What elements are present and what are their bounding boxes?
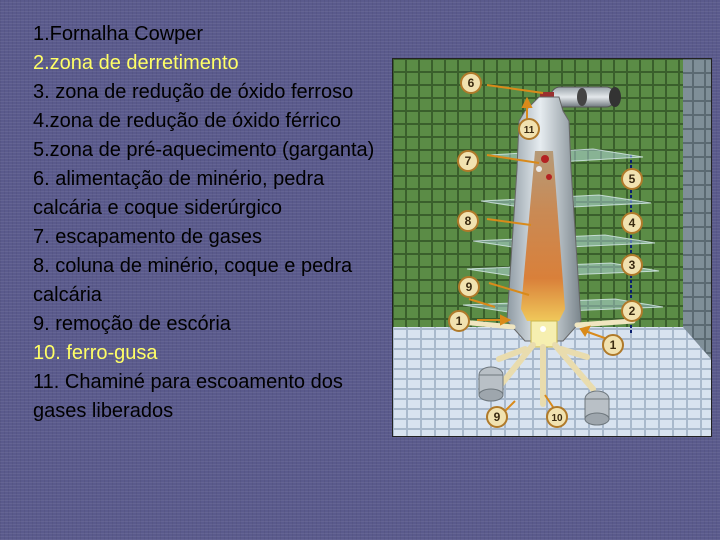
marker-label: 9 bbox=[465, 280, 473, 294]
legend-item-10: 10. ferro-gusa bbox=[33, 342, 158, 364]
marker-label: 1 bbox=[455, 314, 463, 328]
legend-item-4: 4.zona de redução de óxido férrico bbox=[33, 110, 341, 132]
marker-label: 3 bbox=[628, 258, 636, 272]
marker-label: 10 bbox=[551, 413, 563, 424]
legend-item-6: 6. alimentação de minério, pedra calcária e coque siderúrgico bbox=[33, 168, 325, 219]
marker-6 bbox=[461, 73, 481, 93]
legend-item-2: 2.zona de derretimento bbox=[33, 52, 239, 74]
marker-11 bbox=[519, 119, 539, 139]
marker-8 bbox=[458, 211, 478, 231]
legend-item-3: 3. zona de redução de óxido ferroso bbox=[33, 81, 354, 103]
marker-10 bbox=[547, 407, 567, 427]
legend-item-9: 9. remoção de escória bbox=[33, 313, 231, 335]
marker-label: 11 bbox=[523, 125, 535, 136]
marker-1 bbox=[603, 335, 623, 355]
side-wall bbox=[683, 59, 711, 359]
marker-9 bbox=[459, 277, 479, 297]
marker-label: 2 bbox=[628, 304, 636, 318]
marker-5 bbox=[622, 169, 642, 189]
marker-label: 1 bbox=[609, 338, 617, 352]
legend-item-11: 11. Chaminé para escoamento dos gases liberados bbox=[33, 371, 343, 422]
marker-2 bbox=[622, 301, 642, 321]
marker-9 bbox=[487, 407, 507, 427]
marker-label: 7 bbox=[464, 154, 472, 168]
marker-7 bbox=[458, 151, 478, 171]
marker-3 bbox=[622, 255, 642, 275]
marker-label: 5 bbox=[628, 172, 636, 186]
legend-item-8: 8. coluna de minério, coque e pedra calcária bbox=[33, 255, 353, 306]
furnace bbox=[507, 97, 581, 347]
blast-furnace-diagram bbox=[392, 58, 712, 437]
legend-list bbox=[33, 20, 393, 426]
marker-label: 6 bbox=[467, 76, 475, 90]
legend-item-7: 7. escapamento de gases bbox=[33, 226, 263, 248]
legend-item-5: 5.zona de pré-aquecimento (garganta) bbox=[33, 139, 375, 161]
marker-4 bbox=[622, 213, 642, 233]
marker-label: 9 bbox=[493, 410, 501, 424]
legend-item-1: 1.Fornalha Cowper bbox=[33, 23, 204, 45]
marker-1 bbox=[449, 311, 469, 331]
marker-label: 8 bbox=[464, 214, 472, 228]
marker-label: 4 bbox=[628, 216, 636, 230]
